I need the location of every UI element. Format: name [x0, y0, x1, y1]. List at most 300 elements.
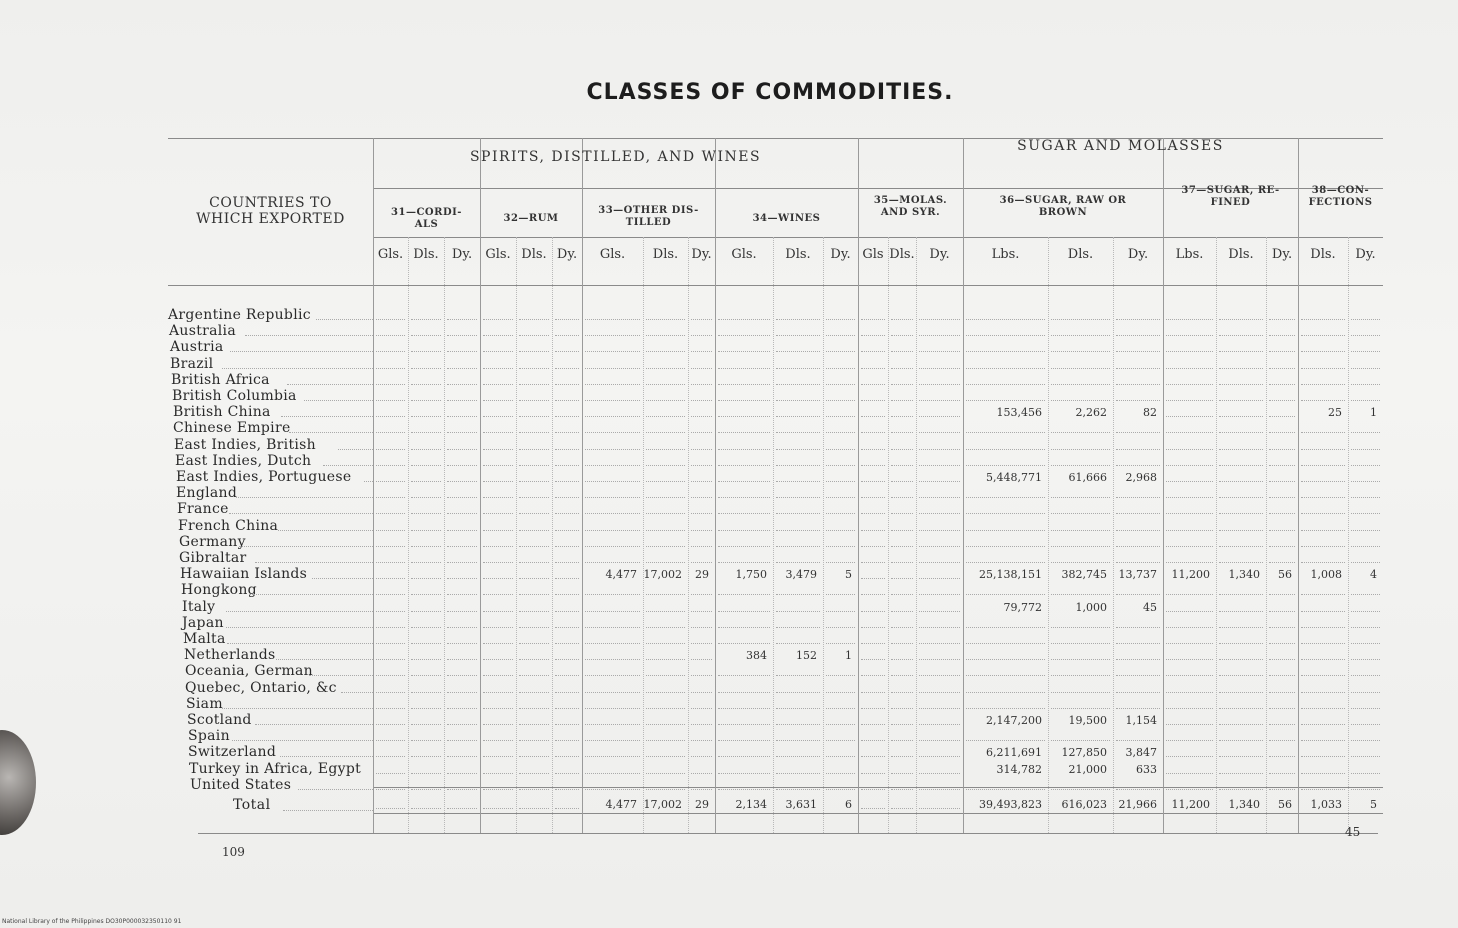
empty-cell-dots	[1301, 351, 1345, 352]
empty-cell-dots	[1351, 497, 1380, 498]
empty-cell-dots	[891, 659, 913, 660]
column-header	[480, 213, 582, 225]
empty-cell-dots	[519, 643, 549, 644]
empty-cell-dots	[1166, 400, 1213, 401]
empty-cell-dots	[1051, 692, 1110, 693]
empty-cell-dots	[966, 562, 1045, 563]
row-leader	[249, 594, 373, 595]
empty-cell-dots	[919, 384, 960, 385]
country-name: French China	[178, 517, 279, 534]
empty-cell-dots	[1051, 400, 1110, 401]
empty-cell-dots	[919, 400, 960, 401]
data-cell: 4,477	[605, 568, 637, 582]
empty-cell-dots	[1219, 546, 1263, 547]
empty-cell-dots	[483, 546, 513, 547]
empty-cell-dots	[891, 513, 913, 514]
empty-cell-dots	[919, 594, 960, 595]
empty-cell-dots	[555, 546, 579, 547]
empty-cell-dots	[585, 384, 640, 385]
empty-cell-dots	[861, 497, 885, 498]
empty-cell-dots	[411, 675, 441, 676]
empty-cell-dots	[519, 351, 549, 352]
empty-cell-dots	[891, 546, 913, 547]
empty-cell-dots	[1219, 659, 1263, 660]
row-leader	[230, 351, 373, 352]
empty-cell-dots	[691, 692, 712, 693]
total-cell: 6	[845, 798, 852, 811]
empty-cell-dots	[376, 335, 405, 336]
empty-cell-dots	[919, 611, 960, 612]
empty-cell-dots	[718, 335, 770, 336]
data-cell: 314,782	[996, 762, 1042, 776]
empty-cell-dots	[826, 724, 855, 725]
empty-cell-dots	[376, 351, 405, 352]
subcolumn-divider	[688, 237, 689, 833]
empty-cell-dots	[1166, 465, 1213, 466]
empty-cell-dots	[1351, 546, 1380, 547]
empty-cell-dots	[1051, 319, 1110, 320]
empty-cell-dots	[1166, 594, 1213, 595]
column-header-line: 36—SUGAR, RAW OR	[999, 195, 1127, 206]
empty-cell-dots	[555, 513, 579, 514]
empty-cell-dots	[1269, 465, 1295, 466]
empty-cell-dots	[447, 724, 477, 725]
unit-label: Dy.	[1127, 247, 1149, 262]
empty-cell-dots	[1116, 335, 1160, 336]
empty-cell-dots	[861, 789, 885, 790]
empty-cell-dots	[447, 351, 477, 352]
empty-cell-dots	[519, 692, 549, 693]
empty-cell-dots	[1351, 562, 1380, 563]
empty-cell-dots	[919, 319, 960, 320]
empty-cell-dots	[1116, 740, 1160, 741]
total-label: Total	[233, 797, 271, 813]
data-cell: 3,847	[1125, 746, 1157, 760]
empty-cell-dots	[555, 643, 579, 644]
empty-cell-dots	[826, 384, 855, 385]
empty-cell-dots	[826, 432, 855, 433]
data-cell: 6,211,691	[986, 746, 1042, 760]
empty-cell-dots	[646, 724, 685, 725]
empty-cell-dots	[826, 368, 855, 369]
empty-cell-dots	[585, 643, 640, 644]
empty-cell-dots	[411, 808, 441, 809]
row-leader	[276, 659, 373, 660]
empty-cell-dots	[585, 740, 640, 741]
unit-label: Dy.	[929, 247, 950, 262]
empty-cell-dots	[411, 659, 441, 660]
empty-cell-dots	[1116, 659, 1160, 660]
unit-label: Gls.	[599, 247, 626, 262]
empty-cell-dots	[966, 368, 1045, 369]
empty-cell-dots	[1351, 756, 1380, 757]
empty-cell-dots	[861, 808, 885, 809]
empty-cell-dots	[861, 351, 885, 352]
empty-cell-dots	[691, 513, 712, 514]
country-name: Siam	[186, 695, 223, 712]
empty-cell-dots	[966, 465, 1045, 466]
subcolumn-divider	[444, 237, 445, 833]
empty-cell-dots	[1351, 789, 1380, 790]
empty-cell-dots	[1301, 319, 1345, 320]
empty-cell-dots	[555, 627, 579, 628]
empty-cell-dots	[891, 384, 913, 385]
empty-cell-dots	[919, 530, 960, 531]
empty-cell-dots	[483, 692, 513, 693]
empty-cell-dots	[1351, 627, 1380, 628]
column-header	[1298, 185, 1383, 209]
country-name: East Indies, Portuguese	[176, 469, 352, 485]
country-name: Australia	[169, 323, 236, 340]
empty-cell-dots	[1116, 400, 1160, 401]
total-cell: 2,134	[735, 798, 767, 811]
empty-cell-dots	[1301, 546, 1345, 547]
empty-cell-dots	[1269, 449, 1295, 450]
empty-cell-dots	[646, 530, 685, 531]
empty-cell-dots	[919, 773, 960, 774]
total-cell: 11,200	[1171, 798, 1210, 811]
empty-cell-dots	[519, 449, 549, 450]
empty-cell-dots	[826, 465, 855, 466]
empty-cell-dots	[1219, 627, 1263, 628]
empty-cell-dots	[718, 643, 770, 644]
empty-cell-dots	[1269, 562, 1295, 563]
empty-cell-dots	[585, 692, 640, 693]
empty-cell-dots	[966, 659, 1045, 660]
empty-cell-dots	[376, 740, 405, 741]
empty-cell-dots	[555, 449, 579, 450]
data-cell: 25,138,151	[979, 568, 1042, 582]
empty-cell-dots	[1219, 789, 1263, 790]
empty-cell-dots	[826, 546, 855, 547]
empty-cell-dots	[776, 708, 820, 709]
empty-cell-dots	[555, 465, 579, 466]
empty-cell-dots	[1219, 351, 1263, 352]
subcolumn-divider	[773, 237, 774, 833]
empty-cell-dots	[1301, 740, 1345, 741]
empty-cell-dots	[411, 546, 441, 547]
empty-cell-dots	[718, 432, 770, 433]
empty-cell-dots	[966, 530, 1045, 531]
empty-cell-dots	[1351, 675, 1380, 676]
column-group-divider	[582, 138, 583, 833]
empty-cell-dots	[1219, 465, 1263, 466]
empty-cell-dots	[1166, 643, 1213, 644]
empty-cell-dots	[1219, 497, 1263, 498]
total-cell: 1,340	[1228, 798, 1260, 811]
column-header-line: 33—OTHER DIS-	[598, 205, 699, 216]
empty-cell-dots	[861, 416, 885, 417]
unit-label: Lbs.	[1175, 247, 1204, 262]
empty-cell-dots	[376, 659, 405, 660]
unit-label: Gls	[862, 247, 884, 262]
empty-cell-dots	[1166, 708, 1213, 709]
empty-cell-dots	[376, 692, 405, 693]
empty-cell-dots	[1269, 432, 1295, 433]
empty-cell-dots	[585, 319, 640, 320]
empty-cell-dots	[1351, 449, 1380, 450]
empty-cell-dots	[555, 335, 579, 336]
unit-label: Dls.	[1310, 247, 1336, 262]
data-cell: 2,968	[1125, 471, 1157, 484]
empty-cell-dots	[1219, 416, 1263, 417]
empty-cell-dots	[1166, 692, 1213, 693]
empty-cell-dots	[1351, 465, 1380, 466]
total-cell: 4,477	[605, 798, 637, 811]
empty-cell-dots	[376, 808, 405, 809]
empty-cell-dots	[861, 659, 885, 660]
subcolumn-divider	[1348, 237, 1349, 833]
empty-cell-dots	[555, 789, 579, 790]
empty-cell-dots	[376, 481, 405, 482]
empty-cell-dots	[1351, 384, 1380, 385]
column-header	[373, 207, 480, 231]
row-leader	[341, 692, 373, 693]
empty-cell-dots	[891, 562, 913, 563]
empty-cell-dots	[411, 368, 441, 369]
unit-label: Dls.	[1228, 247, 1254, 262]
empty-cell-dots	[519, 416, 549, 417]
empty-cell-dots	[585, 659, 640, 660]
empty-cell-dots	[861, 773, 885, 774]
unit-label: Dy.	[830, 247, 851, 262]
empty-cell-dots	[1051, 432, 1110, 433]
unit-label: Dls.	[1067, 247, 1094, 262]
empty-cell-dots	[861, 335, 885, 336]
empty-cell-dots	[447, 611, 477, 612]
empty-cell-dots	[411, 497, 441, 498]
empty-cell-dots	[1166, 675, 1213, 676]
empty-cell-dots	[826, 708, 855, 709]
empty-cell-dots	[919, 481, 960, 482]
empty-cell-dots	[718, 773, 770, 774]
empty-cell-dots	[646, 319, 685, 320]
empty-cell-dots	[691, 724, 712, 725]
empty-cell-dots	[1301, 643, 1345, 644]
commodities-table	[168, 125, 1383, 835]
unit-label: Dy.	[1355, 247, 1376, 262]
empty-cell-dots	[718, 351, 770, 352]
data-cell: 382,745	[1061, 568, 1107, 582]
empty-cell-dots	[411, 789, 441, 790]
subcolumn-divider	[1266, 237, 1267, 833]
empty-cell-dots	[1116, 319, 1160, 320]
empty-cell-dots	[776, 351, 820, 352]
country-name: Brazil	[170, 355, 214, 372]
empty-cell-dots	[1269, 368, 1295, 369]
empty-cell-dots	[691, 611, 712, 612]
empty-cell-dots	[919, 627, 960, 628]
empty-cell-dots	[646, 692, 685, 693]
empty-cell-dots	[861, 578, 885, 579]
unit-label: Dls.	[413, 247, 439, 262]
empty-cell-dots	[891, 627, 913, 628]
total-cell: 17,002	[643, 798, 682, 811]
empty-cell-dots	[718, 627, 770, 628]
empty-cell-dots	[376, 675, 405, 676]
empty-cell-dots	[1269, 756, 1295, 757]
row-leader	[245, 335, 373, 336]
row-leader	[304, 400, 373, 401]
column-header	[582, 205, 715, 229]
empty-cell-dots	[646, 756, 685, 757]
empty-cell-dots	[966, 432, 1045, 433]
unit-label: Dy.	[1271, 247, 1293, 262]
empty-cell-dots	[519, 546, 549, 547]
empty-cell-dots	[718, 692, 770, 693]
row-leader	[255, 562, 373, 563]
empty-cell-dots	[826, 351, 855, 352]
empty-cell-dots	[1219, 675, 1263, 676]
empty-cell-dots	[1166, 724, 1213, 725]
empty-cell-dots	[483, 675, 513, 676]
empty-cell-dots	[1269, 400, 1295, 401]
empty-cell-dots	[1219, 643, 1263, 644]
empty-cell-dots	[1269, 513, 1295, 514]
empty-cell-dots	[447, 335, 477, 336]
empty-cell-dots	[411, 611, 441, 612]
empty-cell-dots	[776, 627, 820, 628]
empty-cell-dots	[519, 773, 549, 774]
empty-cell-dots	[1219, 756, 1263, 757]
empty-cell-dots	[718, 513, 770, 514]
empty-cell-dots	[1051, 643, 1110, 644]
empty-cell-dots	[826, 562, 855, 563]
empty-cell-dots	[555, 611, 579, 612]
unit-label: Dls.	[652, 247, 679, 262]
country-name: Switzerland	[188, 744, 277, 761]
empty-cell-dots	[1301, 611, 1345, 612]
countries-header	[168, 195, 373, 227]
row-leader	[232, 740, 373, 741]
empty-cell-dots	[447, 416, 477, 417]
empty-cell-dots	[718, 724, 770, 725]
empty-cell-dots	[691, 659, 712, 660]
empty-cell-dots	[1116, 449, 1160, 450]
data-cell: 29	[695, 568, 709, 582]
empty-cell-dots	[519, 465, 549, 466]
empty-cell-dots	[1351, 692, 1380, 693]
empty-cell-dots	[411, 756, 441, 757]
empty-cell-dots	[1301, 773, 1345, 774]
empty-cell-dots	[966, 692, 1045, 693]
data-cell: 5	[845, 568, 852, 582]
empty-cell-dots	[1166, 562, 1213, 563]
empty-cell-dots	[483, 789, 513, 790]
column-header-line: AND SYR.	[880, 207, 941, 218]
empty-cell-dots	[1269, 530, 1295, 531]
empty-cell-dots	[691, 432, 712, 433]
empty-cell-dots	[826, 627, 855, 628]
country-name: Italy	[182, 598, 216, 615]
empty-cell-dots	[555, 319, 579, 320]
column-header-line: 31—CORDI-	[391, 207, 462, 218]
empty-cell-dots	[919, 740, 960, 741]
empty-cell-dots	[718, 481, 770, 482]
empty-cell-dots	[1351, 481, 1380, 482]
column-group-divider	[858, 138, 859, 833]
empty-cell-dots	[826, 756, 855, 757]
empty-cell-dots	[411, 530, 441, 531]
empty-cell-dots	[1351, 724, 1380, 725]
empty-cell-dots	[1116, 708, 1160, 709]
empty-cell-dots	[376, 497, 405, 498]
empty-cell-dots	[1269, 643, 1295, 644]
empty-cell-dots	[585, 530, 640, 531]
empty-cell-dots	[966, 319, 1045, 320]
empty-cell-dots	[376, 400, 405, 401]
empty-cell-dots	[519, 384, 549, 385]
empty-cell-dots	[1116, 497, 1160, 498]
empty-cell-dots	[1166, 497, 1213, 498]
empty-cell-dots	[1351, 400, 1380, 401]
column-header-line: 37—SUGAR, RE-	[1181, 185, 1280, 196]
empty-cell-dots	[411, 562, 441, 563]
empty-cell-dots	[519, 808, 549, 809]
empty-cell-dots	[1166, 384, 1213, 385]
empty-cell-dots	[483, 384, 513, 385]
empty-cell-dots	[861, 384, 885, 385]
total-cell: 21,966	[1118, 798, 1157, 811]
empty-cell-dots	[1166, 659, 1213, 660]
data-cell: 153,456	[996, 406, 1042, 420]
unit-label: Gls.	[377, 247, 404, 262]
empty-cell-dots	[919, 756, 960, 757]
empty-cell-dots	[826, 789, 855, 790]
empty-cell-dots	[966, 400, 1045, 401]
row-leader	[289, 432, 373, 433]
empty-cell-dots	[1219, 562, 1263, 563]
empty-cell-dots	[483, 808, 513, 809]
empty-cell-dots	[1166, 530, 1213, 531]
empty-cell-dots	[519, 562, 549, 563]
empty-cell-dots	[1351, 773, 1380, 774]
empty-cell-dots	[1166, 416, 1213, 417]
country-name: Quebec, Ontario, &c	[185, 679, 337, 696]
empty-cell-dots	[585, 675, 640, 676]
empty-cell-dots	[585, 351, 640, 352]
empty-cell-dots	[826, 481, 855, 482]
countries-header-line: WHICH EXPORTED	[196, 211, 345, 227]
empty-cell-dots	[519, 756, 549, 757]
empty-cell-dots	[776, 611, 820, 612]
empty-cell-dots	[447, 449, 477, 450]
empty-cell-dots	[585, 627, 640, 628]
empty-cell-dots	[891, 594, 913, 595]
empty-cell-dots	[376, 465, 405, 466]
column-header-line: BROWN	[1038, 207, 1088, 218]
empty-cell-dots	[691, 740, 712, 741]
country-name: Gibraltar	[179, 550, 247, 566]
empty-cell-dots	[585, 481, 640, 482]
empty-cell-dots	[1116, 692, 1160, 693]
empty-cell-dots	[1219, 335, 1263, 336]
empty-cell-dots	[891, 319, 913, 320]
empty-cell-dots	[919, 416, 960, 417]
column-header-line: 38—CON-	[1311, 185, 1370, 196]
empty-cell-dots	[483, 513, 513, 514]
unit-label: Dy.	[691, 247, 712, 262]
empty-cell-dots	[919, 351, 960, 352]
data-cell: 61,666	[1068, 471, 1107, 484]
empty-cell-dots	[519, 368, 549, 369]
empty-cell-dots	[691, 546, 712, 547]
empty-cell-dots	[646, 740, 685, 741]
country-name: France	[177, 501, 229, 518]
empty-cell-dots	[891, 530, 913, 531]
unit-label: Lbs.	[991, 247, 1020, 262]
empty-cell-dots	[691, 789, 712, 790]
